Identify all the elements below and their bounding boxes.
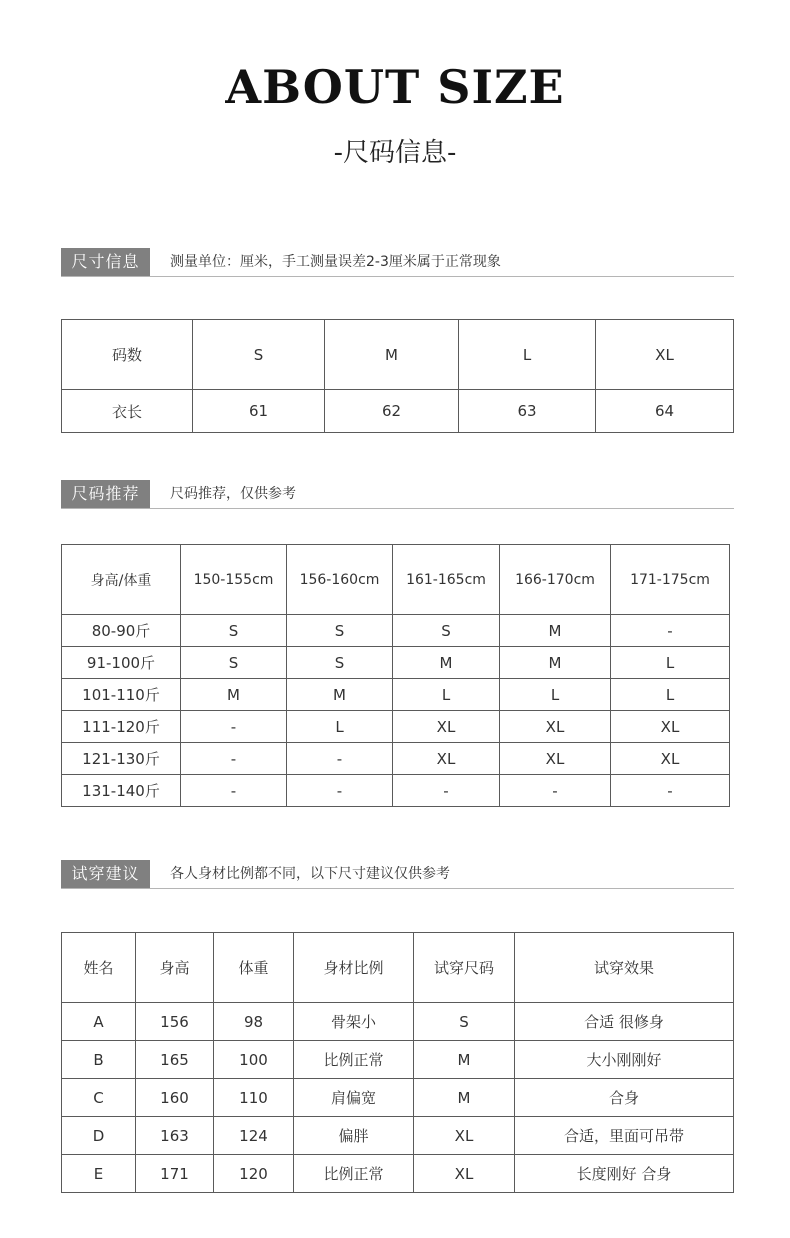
length-value-cell: 61 [193,390,325,433]
size-header-cell: M [325,320,459,390]
table-row [62,647,730,679]
height-header-cell: 156-160cm [287,545,393,615]
size-cell: - [287,743,393,775]
size-info-table [61,319,734,433]
tryon-cell: 156 [136,1003,214,1041]
size-cell: - [611,775,730,807]
weight-label: 91-100斤 [62,647,181,679]
size-cell: M [500,647,611,679]
size-cell: S [393,615,500,647]
size-cell: XL [393,743,500,775]
tryon-cell: S [414,1003,515,1041]
height-header-cell: 150-155cm [181,545,287,615]
size-header-cell: XL [596,320,734,390]
tryon-cell: 160 [136,1079,214,1117]
tryon-cell: XL [414,1117,515,1155]
tryon-cell: 165 [136,1041,214,1079]
size-info-note: 测量单位：厘米，手工测量误差2-3厘米属于正常现象 [170,254,501,270]
recommend-header-row [62,545,730,615]
table-row [62,1041,734,1079]
size-cell: XL [611,743,730,775]
size-cell: - [181,743,287,775]
table-row [62,711,730,743]
tryon-cell: M [414,1079,515,1117]
tryon-cell: 比例正常 [294,1155,414,1193]
size-cell: L [500,679,611,711]
recommend-note: 尺码推荐，仅供参考 [170,486,296,502]
tryon-cell: 比例正常 [294,1041,414,1079]
tryon-cell: 124 [214,1117,294,1155]
size-cell: S [181,647,287,679]
table-row [62,1003,734,1041]
tryon-cell: 98 [214,1003,294,1041]
size-cell: M [500,615,611,647]
tryon-cell: 合适，里面可吊带 [515,1117,734,1155]
tryon-header-cell: 体重 [214,933,294,1003]
table-row [62,615,730,647]
tryon-header-cell: 身高 [136,933,214,1003]
tryon-cell: 110 [214,1079,294,1117]
size-cell: L [611,679,730,711]
page-title: ABOUT SIZE [225,60,565,114]
tryon-cell: 120 [214,1155,294,1193]
tryon-cell: M [414,1041,515,1079]
tryon-cell: 偏胖 [294,1117,414,1155]
weight-label: 80-90斤 [62,615,181,647]
tryon-cell: XL [414,1155,515,1193]
length-value-cell: 63 [459,390,596,433]
table-row [62,679,730,711]
size-header-cell: L [459,320,596,390]
tryon-header-row [62,933,734,1003]
size-info-tag: 尺寸信息 [61,248,150,276]
tryon-cell: 骨架小 [294,1003,414,1041]
size-cell: S [181,615,287,647]
length-value-cell: 62 [325,390,459,433]
weight-label: 131-140斤 [62,775,181,807]
size-header-cell: S [193,320,325,390]
size-cell: XL [611,711,730,743]
length-row [62,390,734,433]
tryon-cell: A [62,1003,136,1041]
size-cell: M [393,647,500,679]
size-cell: - [500,775,611,807]
tryon-tag: 试穿建议 [61,860,150,888]
size-cell: - [181,711,287,743]
tryon-cell: C [62,1079,136,1117]
table-row [62,775,730,807]
tryon-cell: 163 [136,1117,214,1155]
tryon-cell: 大小刚刚好 [515,1041,734,1079]
tryon-section-header [61,860,734,889]
size-info-section-header [61,248,734,277]
size-cell: S [287,615,393,647]
height-header-cell: 166-170cm [500,545,611,615]
size-cell: L [393,679,500,711]
weight-label: 111-120斤 [62,711,181,743]
tryon-cell: 100 [214,1041,294,1079]
tryon-cell: 长度刚好 合身 [515,1155,734,1193]
size-info-header-row [62,320,734,390]
size-cell: S [287,647,393,679]
tryon-cell: B [62,1041,136,1079]
size-cell: XL [393,711,500,743]
tryon-cell: 171 [136,1155,214,1193]
size-cell: M [287,679,393,711]
size-cell: - [393,775,500,807]
tryon-table [61,932,734,1193]
size-info-header-label: 码数 [62,320,193,390]
tryon-header-cell: 身材比例 [294,933,414,1003]
tryon-note: 各人身材比例都不同，以下尺寸建议仅供参考 [170,866,450,882]
size-cell: XL [500,743,611,775]
tryon-cell: 肩偏宽 [294,1079,414,1117]
tryon-cell: E [62,1155,136,1193]
table-row [62,1117,734,1155]
weight-label: 121-130斤 [62,743,181,775]
height-header-cell: 161-165cm [393,545,500,615]
tryon-cell: D [62,1117,136,1155]
page-subtitle: -尺码信息- [333,138,457,168]
tryon-cell: 合身 [515,1079,734,1117]
recommend-section-header [61,480,734,509]
size-cell: L [287,711,393,743]
tryon-header-cell: 姓名 [62,933,136,1003]
size-recommend-table [61,544,730,807]
tryon-header-cell: 试穿尺码 [414,933,515,1003]
recommend-corner-label: 身高/体重 [62,545,181,615]
length-row-label: 衣长 [62,390,193,433]
size-cell: M [181,679,287,711]
table-row [62,743,730,775]
size-cell: XL [500,711,611,743]
size-cell: - [181,775,287,807]
size-cell: L [611,647,730,679]
table-row [62,1079,734,1117]
height-header-cell: 171-175cm [611,545,730,615]
weight-label: 101-110斤 [62,679,181,711]
table-row [62,1155,734,1193]
size-cell: - [287,775,393,807]
tryon-cell: 合适 很修身 [515,1003,734,1041]
size-cell: - [611,615,730,647]
tryon-header-cell: 试穿效果 [515,933,734,1003]
length-value-cell: 64 [596,390,734,433]
recommend-tag: 尺码推荐 [61,480,150,508]
